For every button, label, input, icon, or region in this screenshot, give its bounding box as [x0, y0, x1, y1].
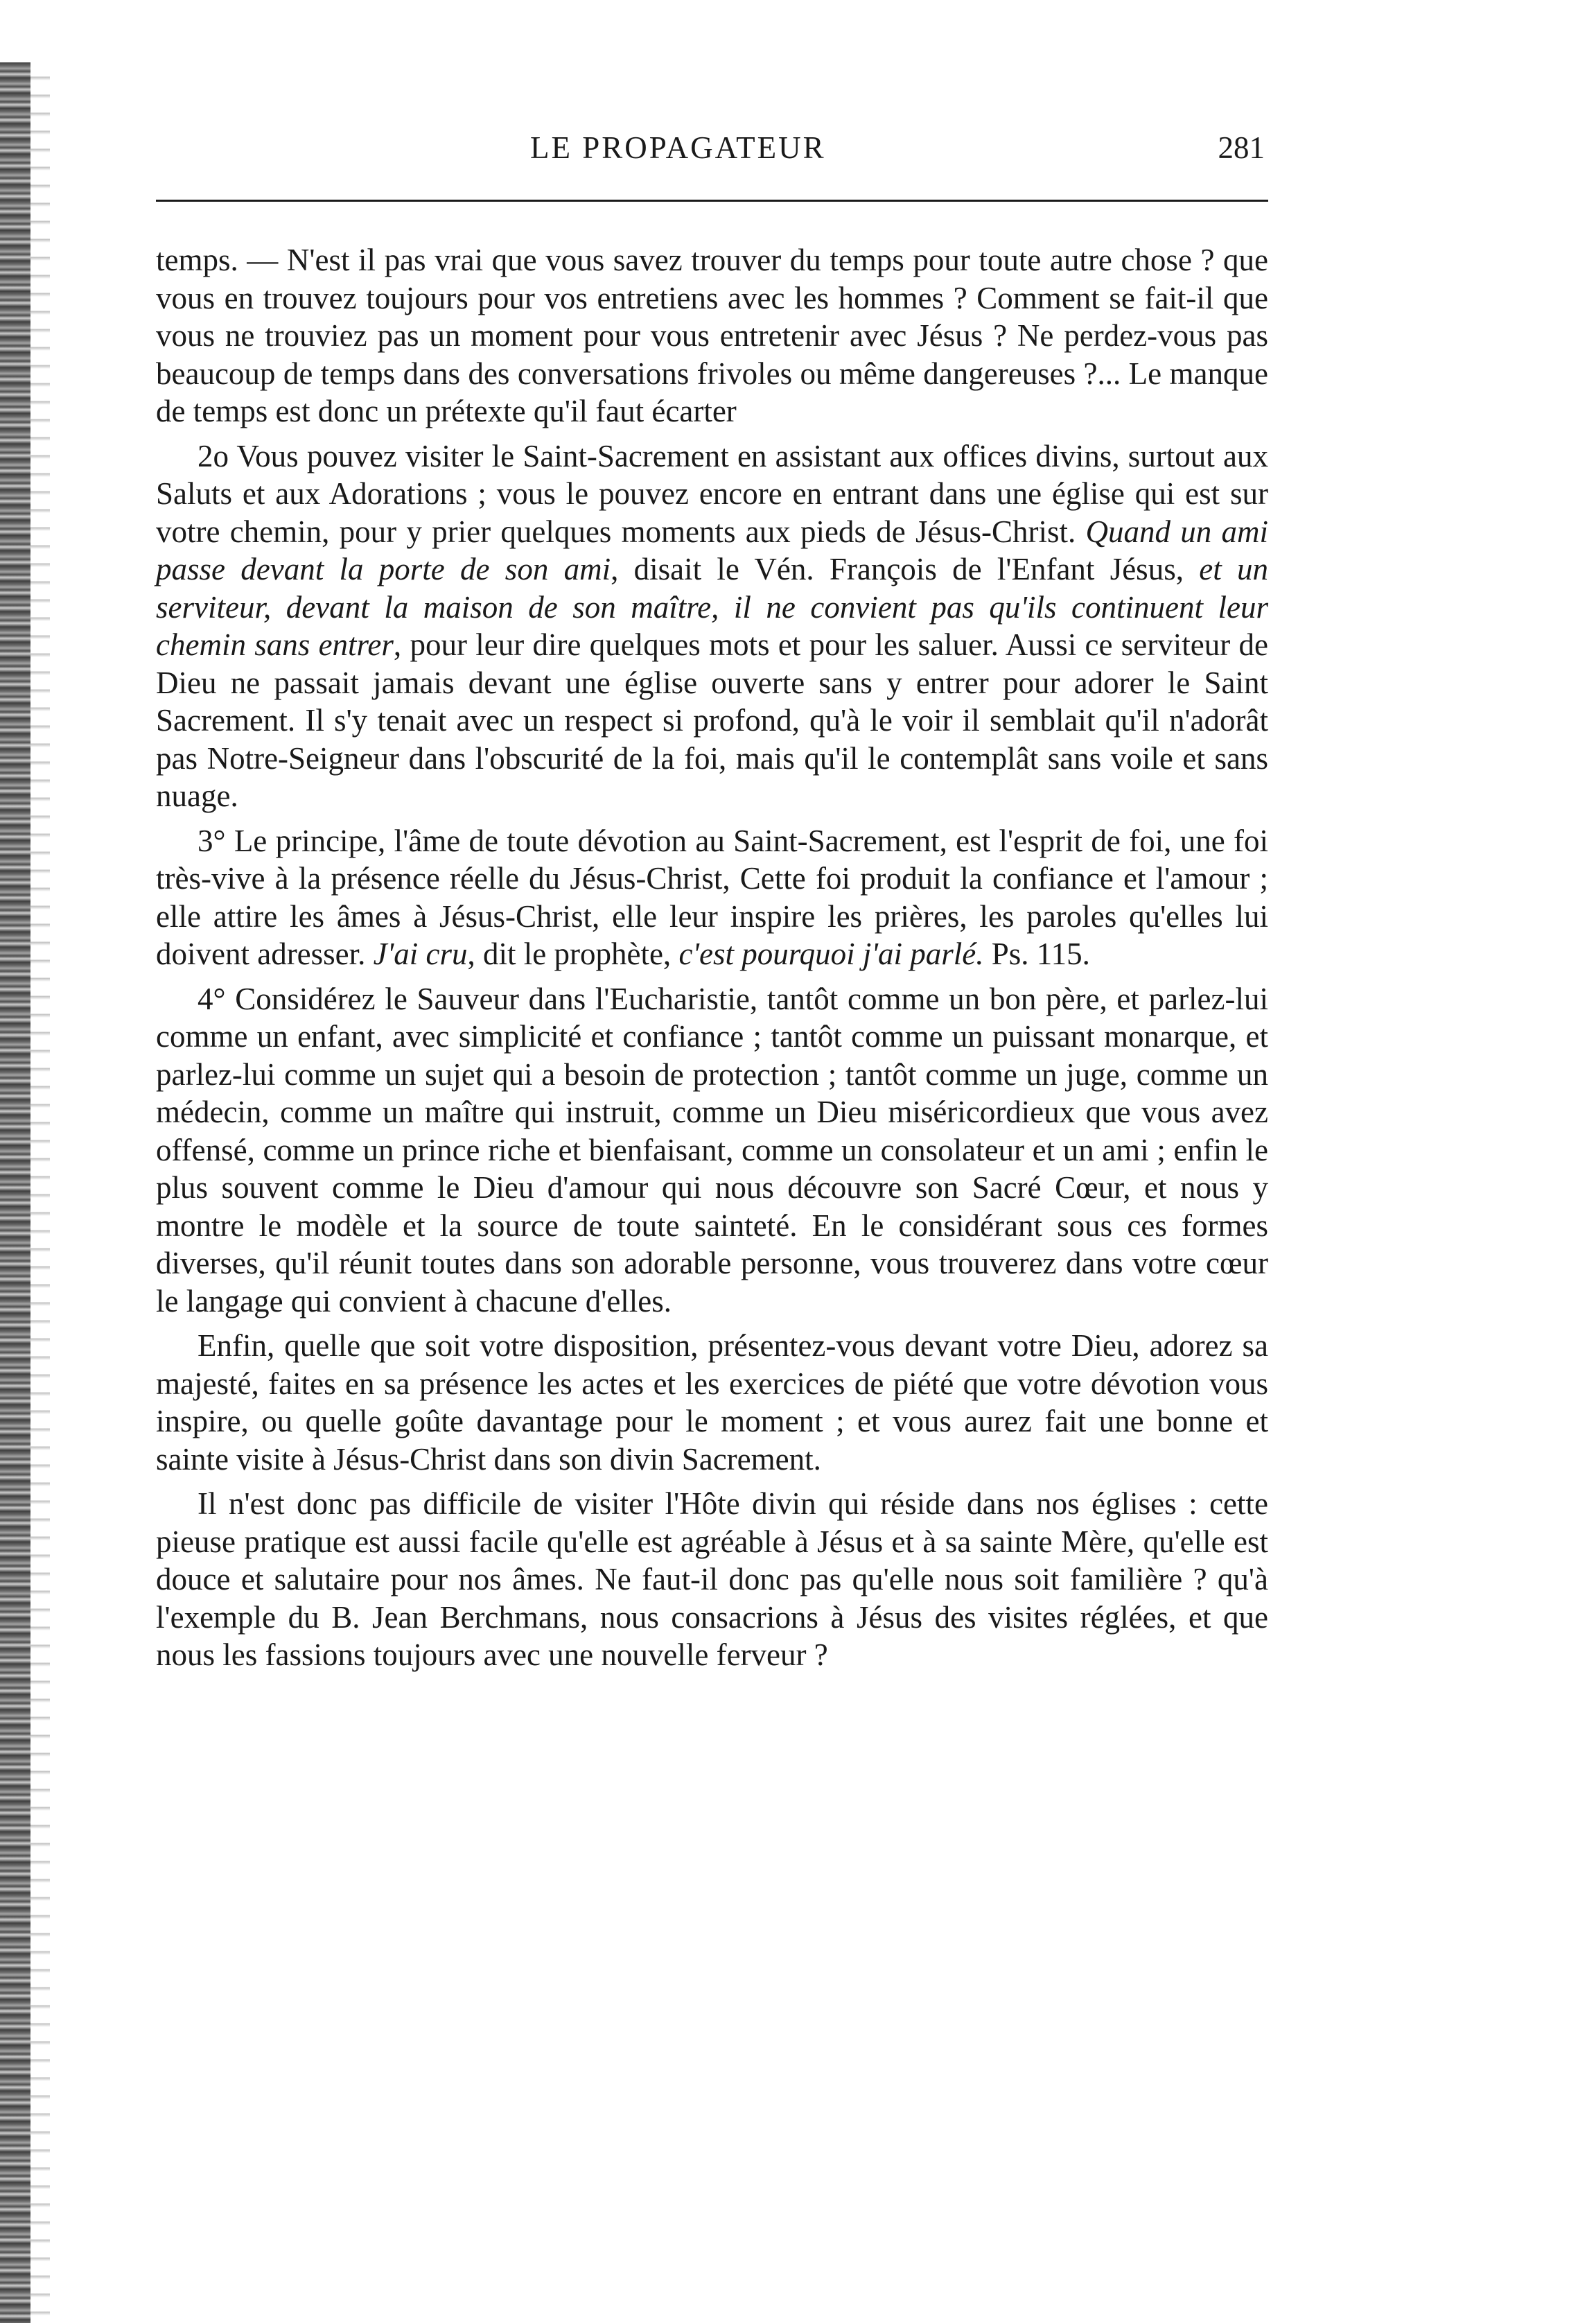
paragraph-3-quote-a: J'ai cru	[373, 937, 468, 971]
body-text	[156, 241, 1268, 1681]
paragraph-2	[156, 437, 1268, 815]
paragraph-2-text-a: 2o Vous pouvez visiter le Saint-Sacrement en assistant aux offices divins, surtout aux Saluts et aux Adorations ; vous le pouvez encore en entrant dans une église qui est sur votre chemin, pour y prier quelques moments aux pieds de Jésus-Christ.	[156, 438, 1268, 549]
paragraph-6: Il n'est donc pas difficile de visiter l'Hôte divin qui réside dans nos églises : cette pieuse pratique est aussi facile qu'elle est agréable à Jésus et à sa sainte Mère, qu'elle est douce et salutaire pour nos âmes. Ne faut-il donc pas qu'elle nous soit familière ? qu'à l'exemple du B. Jean Berchmans, nous consacrions à Jésus des visites réglées, et que nous les fassions toujours avec une nouvelle ferveur ?	[156, 1486, 1268, 1672]
paragraph-2-quote-a: Quand un ami passe devant la porte de son ami	[156, 514, 1268, 586]
paragraph-3-citation: Ps. 115.	[983, 937, 1090, 971]
paragraph-4: 4° Considérez le Sauveur dans l'Eucharistie, tantôt comme un bon père, et parlez-lui comme un enfant, avec simplicité et confiance ; tantôt comme un puissant monarque, et parlez-lui comme un sujet qui a besoin de protection ; tantôt comme un juge, comme un médecin, comme un maître qui instruit, comme un Dieu miséricordieux que vous avez offensé, comme un prince riche et bienfaisant, comme un consolateur et un ami ; enfin le plus souvent comme le Dieu d'amour qui nous découvre son Sacré Cœur, et nous y montre le modèle et la source de toute sainteté. En le considérant sous ces formes diverses, qu'il réunit toutes dans son adorable personne, vous trouverez dans votre cœur le langage qui convient à chacune d'elles.	[156, 981, 1268, 1319]
paragraph-3-text-b: , dit le prophète,	[467, 937, 679, 971]
paragraph-3	[156, 822, 1268, 973]
header-rule	[156, 200, 1268, 202]
paragraph-3-text-a: 3° Le principe, l'âme de toute dévotion au Saint-Sacrement, est l'esprit de foi, une foi très-vive à la présence réelle du Jésus-Christ, Cette foi produit la confiance et l'amour ; elle attire les âmes à Jésus-Christ, elle leur inspire les prières, les paroles qu'elles lui doivent adresser.	[156, 823, 1268, 971]
paragraph-2-text-c: , pour leur dire quelques mots et pour les saluer. Aussi ce serviteur de Dieu ne passait jamais devant une église ouverte sans y entrer pour adorer le Saint Sacrement. Il s'y tenait avec un respect si profond, qu'à le voir il semblait qu'il n'adorât pas Notre-Seigneur dans l'obscurité de la foi, mais qu'il le contemplât sans voile et sans nuage.	[156, 627, 1268, 813]
page-number: 281	[1218, 130, 1265, 165]
paragraph-2-quote-b: et un serviteur, devant la maison de son maître, il ne convient pas qu'ils continuent leur chemin sans entrer	[156, 552, 1268, 662]
running-title: LE PROPAGATEUR	[530, 130, 826, 165]
paragraph-3-quote-b: c'est pourquoi j'ai parlé.	[678, 937, 984, 971]
paragraph-5: Enfin, quelle que soit votre disposition, présentez-vous devant votre Dieu, adorez sa majesté, faites en sa présence les actes et les exercices de piété que votre dévotion vous inspire, ou quelle goûte davantage pour le moment ; et vous aurez fait une bonne et sainte visite à Jésus-Christ dans son divin Sacrement.	[156, 1328, 1268, 1477]
running-head	[156, 121, 1265, 177]
binding-edge	[0, 62, 30, 2323]
paragraph-1: temps. — N'est il pas vrai que vous savez trouver du temps pour toute autre chose ? que vous en trouvez toujours pour vos entretiens avec les hommes ? Comment se fait-il que vous ne trouviez pas un moment pour vous entretenir avec Jésus ? Ne perdez-vous pas beaucoup de temps dans des conversations frivoles ou même dangereuses ?... Le manque de temps est donc un prétexte qu'il faut écarter	[156, 243, 1268, 428]
paragraph-2-text-b: , disait le Vén. François de l'Enfant Jésus,	[611, 552, 1200, 586]
